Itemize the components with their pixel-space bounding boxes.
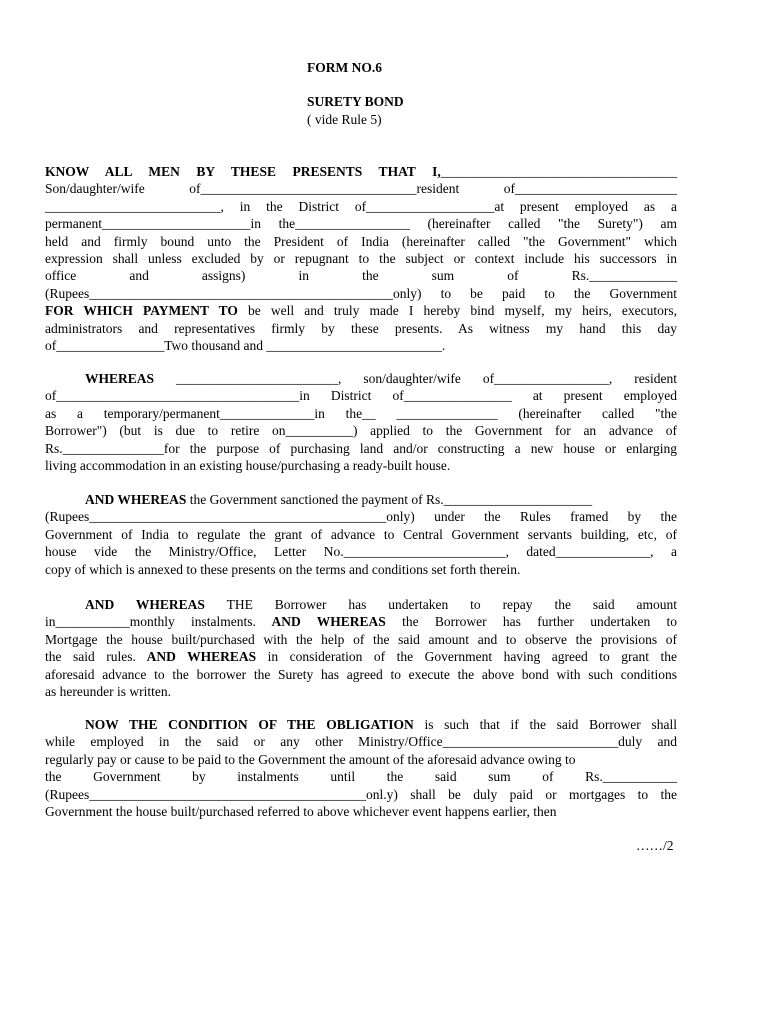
clause-text: living accommodation in an existing house/purchasing a ready-built house.	[45, 458, 451, 473]
para4-line	[45, 596, 677, 614]
para1-line	[45, 215, 677, 233]
clause-text: Government of India to regulate the grant of advance to Central Government servants building, etc, of	[45, 526, 677, 542]
para2-line	[45, 387, 677, 405]
clause-text: aforesaid advance to the borrower the Surety has agreed to execute the above bond with such conditions	[45, 666, 677, 682]
para2-line	[45, 370, 677, 388]
bold-clause: AND WHEREAS	[85, 597, 205, 612]
clause-text: Son/daughter/wife of________________________________resident of________________________	[45, 181, 677, 197]
para3-line	[45, 543, 677, 561]
clause-text: Borrower") (but is due to retire on__________) applied to the Government for an advance of	[45, 423, 677, 439]
clause-text: in___________monthly instalments.	[45, 614, 256, 630]
clause-text: regularly pay or cause to be paid to the Government the amount of the aforesaid advance owing to	[45, 751, 576, 767]
clause-text: the Government by instalments until the said sum of Rs.___________	[45, 769, 677, 785]
clause-text: while employed in the said or any other Ministry/Office__________________________duly and	[45, 734, 677, 750]
clause-text: is such that if the said Borrower shall	[413, 717, 677, 732]
page-continuation-marker: ……/2	[636, 838, 674, 853]
bold-clause: NOW THE CONDITION OF THE OBLIGATION	[85, 717, 414, 732]
para1-line	[45, 233, 677, 251]
clause-text: Government the house built/purchased referred to above whichever event happens earlier, then	[45, 804, 557, 819]
para5-line	[45, 768, 677, 786]
para1-line	[45, 163, 677, 181]
para5-line	[45, 803, 677, 821]
para5-line	[45, 716, 677, 734]
para5-line	[45, 733, 677, 751]
clause-text: ___________________________________	[440, 164, 677, 179]
bold-clause: KNOW ALL MEN BY THESE PRESENTS THAT I,	[45, 164, 441, 179]
clause-text: in consideration of the Government having agreed to grant the	[256, 649, 677, 665]
para1-line	[45, 285, 677, 303]
clause-text: administrators and representatives firmly by these presents. As witness my hand this day	[45, 320, 677, 336]
clause-text: as hereunder is written.	[45, 684, 171, 699]
clause-text: THE Borrower has undertaken to repay the said amount	[204, 597, 677, 612]
para2-line	[45, 440, 677, 458]
form-number: FORM NO.6	[307, 60, 382, 75]
para3-line	[45, 508, 677, 526]
clause-text: copy of which is annexed to these presents on the terms and conditions set forth therein.	[45, 561, 521, 577]
clause-text: Rs._______________for the purpose of purchasing land and/or constructing a new house or enlarging	[45, 440, 677, 456]
para3-line	[45, 561, 677, 579]
bold-clause: AND WHEREAS	[135, 649, 257, 665]
clause-text: of____________________________________in District of________________ at present employed	[45, 388, 677, 404]
clause-text: of________________Two thousand and __________________________.	[45, 338, 446, 353]
clause-text: as a temporary/permanent______________in the__ _______________ (hereinafter called "the	[45, 405, 677, 421]
clause-text: held and firmly bound unto the President of India (hereinafter called "the Government" which	[45, 233, 677, 249]
para2-line	[45, 457, 677, 475]
clause-text: (Rupees_________________________________________onl.y) shall be duly paid or mortgages to the	[45, 786, 677, 802]
para1-line	[45, 337, 677, 355]
para1-line	[45, 198, 677, 216]
para3-line	[45, 526, 677, 544]
clause-text: __________________________, in the District of___________________at present employed as a	[45, 198, 677, 214]
bold-clause: AND WHEREAS	[85, 492, 187, 507]
clause-text: ________________________, son/daughter/wife of_________________, resident	[154, 371, 677, 386]
bold-clause: FOR WHICH PAYMENT TO	[45, 303, 238, 319]
clause-text: be well and truly made I hereby bind myself, my heirs, executors,	[237, 303, 677, 319]
clause-text: (Rupees_____________________________________________only) to be paid to the Government	[45, 285, 677, 301]
para4-line	[45, 648, 677, 666]
clause-text: (Rupees____________________________________________only) under the Rules framed by the	[45, 509, 677, 525]
bold-clause: AND WHEREAS	[255, 614, 386, 630]
clause-text: the Government sanctioned the payment of Rs.______________________	[186, 492, 593, 507]
clause-text: permanent______________________in the_________________ (hereinafter called "the Surety") am	[45, 216, 677, 232]
para1-line	[45, 320, 677, 338]
para1-line	[45, 302, 677, 320]
para4-line	[45, 683, 677, 701]
para5-line	[45, 751, 677, 769]
clause-text: Mortgage the house built/purchased with the help of the said amount and to observe the provisions of	[45, 631, 677, 647]
clause-text: the said rules.	[45, 649, 136, 665]
document-title: SURETY BOND	[307, 94, 404, 109]
para2-line	[45, 405, 677, 423]
clause-text: office and assigns) in the sum of Rs._____________	[45, 268, 677, 284]
para4-line	[45, 613, 677, 631]
clause-text: the Borrower has further undertaken to	[385, 614, 677, 630]
clause-text: expression shall unless excluded by or repugnant to the subject or context include his successors in	[45, 251, 677, 266]
para1-line	[45, 267, 677, 285]
rule-reference: ( vide Rule 5)	[307, 112, 382, 127]
para4-line	[45, 666, 677, 684]
para3-line	[45, 491, 677, 509]
para4-line	[45, 631, 677, 649]
para2-line	[45, 422, 677, 440]
para1-line	[45, 250, 677, 268]
para5-line	[45, 786, 677, 804]
para1-line	[45, 180, 677, 198]
clause-text: house vide the Ministry/Office, Letter No.________________________, dated______________, a	[45, 544, 677, 560]
bold-clause: WHEREAS	[85, 371, 155, 386]
